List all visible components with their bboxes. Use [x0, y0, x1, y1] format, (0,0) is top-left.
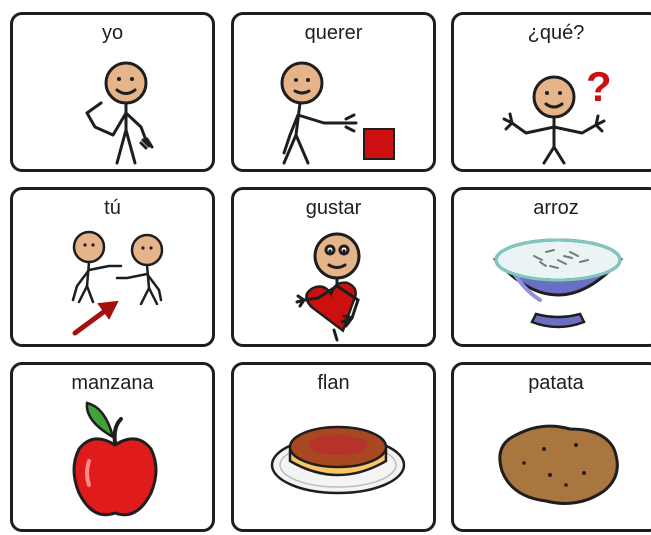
card-label: manzana: [71, 372, 154, 394]
card-flan[interactable]: [231, 362, 436, 532]
card-label: arroz: [533, 197, 579, 219]
apple-icon: [13, 365, 218, 535]
pointing-self-person-icon: [13, 15, 218, 175]
card-label: querer: [304, 22, 363, 44]
rice-bowl-icon: [454, 190, 651, 350]
card-arroz[interactable]: [451, 187, 651, 347]
card-yo[interactable]: [10, 12, 215, 172]
flan-icon: [234, 365, 439, 535]
card-label: ¿qué?: [527, 22, 585, 44]
card-label: flan: [317, 372, 350, 394]
card-gustar[interactable]: [231, 187, 436, 347]
card-manzana[interactable]: [10, 362, 215, 532]
card-label: gustar: [305, 197, 362, 219]
pointing-at-you-people-icon: [13, 190, 218, 350]
card-label: tú: [104, 197, 121, 219]
potato-icon: [454, 365, 651, 535]
card-label: patata: [528, 372, 584, 394]
question-person-icon: [454, 15, 651, 175]
svg-text:?: ?: [586, 63, 612, 110]
hugging-heart-person-icon: [234, 190, 439, 350]
card-tu[interactable]: [10, 187, 215, 347]
card-que[interactable]: [451, 12, 651, 172]
card-querer[interactable]: [231, 12, 436, 172]
card-patata[interactable]: [451, 362, 651, 532]
reaching-for-box-person-icon: [234, 15, 439, 175]
card-label: yo: [101, 22, 124, 44]
